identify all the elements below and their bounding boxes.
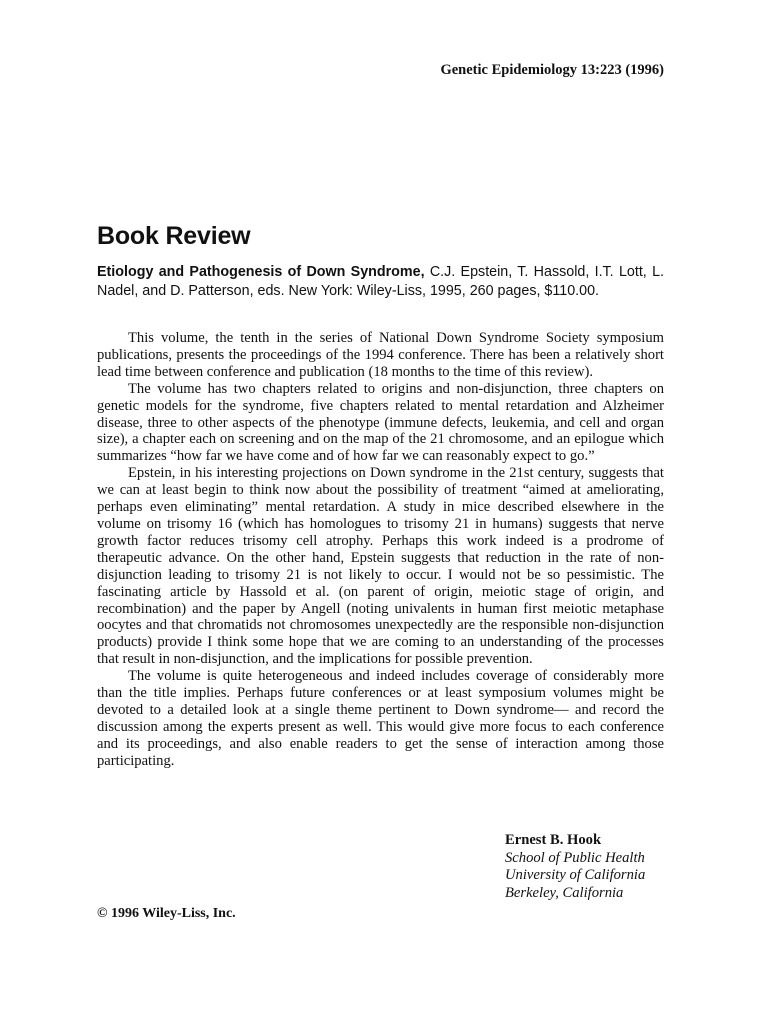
book-citation: [97, 263, 664, 301]
reviewer-signature: [505, 832, 645, 902]
review-body: [97, 330, 664, 770]
citation-details: C.J. Epstein, T. Hassold, I.T. Lott, L. Nadel, and D. Patterson, eds. New York: Wiley-Liss, 1995, 260 pages, $110.00.: [97, 264, 664, 299]
reviewer-affiliation: School of Public Health: [505, 849, 645, 866]
reviewer-affiliation: Berkeley, California: [505, 884, 624, 901]
section-title: Book Review: [97, 222, 251, 250]
reviewer-name: Ernest B. Hook: [505, 832, 602, 848]
book-title: Etiology and Pathogenesis of Down Syndrome,: [97, 264, 425, 280]
copyright-notice: © 1996 Wiley-Liss, Inc.: [97, 906, 236, 921]
body-paragraph: This volume, the tenth in the series of National Down Syndrome Society symposium publications, presents the proceedings of the 1994 conference. There has been a relatively short lead time between conference and publication (18 months to the time of this review).: [97, 330, 664, 380]
journal-reference: Genetic Epidemiology 13:223 (1996): [440, 62, 664, 78]
body-paragraph: The volume is quite heterogeneous and indeed includes coverage of considerably more than the title implies. Perhaps future conferences or at least symposium volumes might be devoted to a detailed look at a single theme pertinent to Down syndrome— and record the discussion among the experts present as well. This would give more focus to each conference and its proceedings, and also enable readers to get the sense of interaction among those participating.: [97, 668, 664, 769]
reviewer-affiliation: University of California: [505, 867, 646, 883]
body-paragraph: Epstein, in his interesting projections on Down syndrome in the 21st century, suggests that we can at least begin to think now about the possibility of treatment “aimed at ameliorating, perhaps even eliminating” mental retardation. A study in mice described elsewhere in the volume on trisomy 16 (which has homologues to trisomy 21 in humans) suggests that nerve growth factor reduces trisomy cell atrophy. Perhaps this work indeed is a prodrome of therapeutic advance. On the other hand, Epstein suggests that reduction in the rate of non-disjunction leading to trisomy 21 is not likely to occur. I would not be so pessimistic. The fascinating article by Hassold et al. (on parent of origin, meiotic stage of origin, and recombination) and the paper by Angell (noting univalents in human first meiotic metaphase oocytes and that chromatids not chromosomes unexpectedly are the responsible non-disjunction products) provide I think some hope that we are coming to an understanding of the processes that result in non-disjunction, and the implications for possible prevention.: [97, 465, 664, 668]
body-paragraph: The volume has two chapters related to origins and non-disjunction, three chapters on genetic models for the syndrome, five chapters related to mental retardation and Alzheimer disease, three to other aspects of the phenotype (immune defects, leukemia, and cell and organ size), a chapter each on screening and on the map of the 21 chromosome, and an epilogue which summarizes “how far we have come and of how far we can reasonably expect to go.”: [97, 380, 664, 465]
